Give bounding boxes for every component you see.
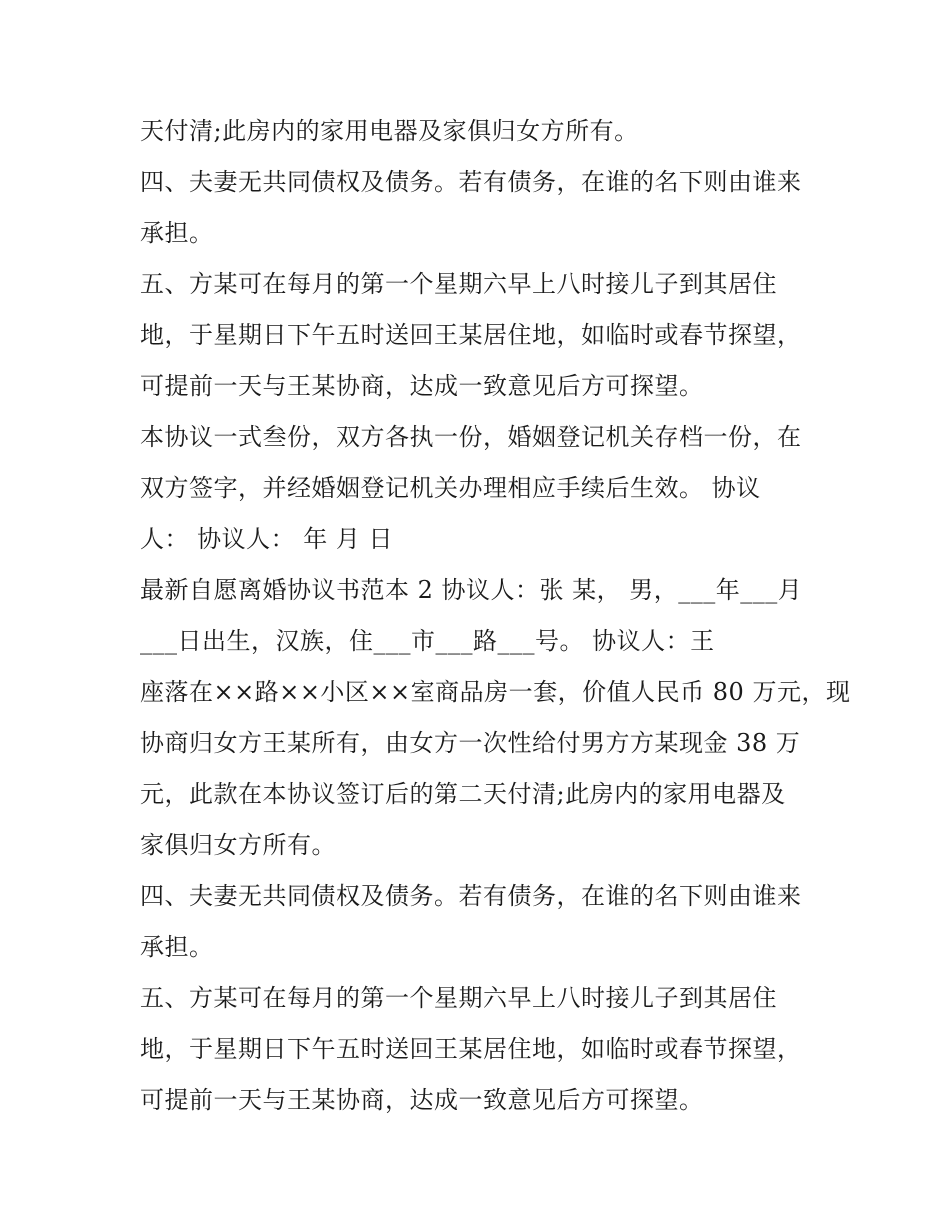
text-line: 人： 协议人： 年 月 日 [140, 525, 394, 553]
text-line: 最新自愿离婚协议书范本 2 协议人：张 某， 男，___年___月 [140, 576, 803, 604]
text-line: 本协议一式叁份，双方各执一份，婚姻登记机关存档一份，在 [140, 423, 802, 451]
text-line: 家俱归女方所有。 [140, 831, 336, 859]
text-line: 五、方某可在每月的第一个星期六早上八时接儿子到其居住 [140, 984, 777, 1012]
text-line: 协商归女方王某所有，由女方一次性给付男方方某现金 38 万 [140, 729, 801, 757]
text-line: 地，于星期日下午五时送回王某居住地，如临时或春节探望， [140, 1035, 802, 1063]
text-line: 四、夫妻无共同债权及债务。若有债务，在谁的名下则由谁来 [140, 882, 802, 910]
text-line: 可提前一天与王某协商，达成一致意见后方可探望。 [140, 1086, 704, 1114]
text-line: ___日出生，汉族，住___市___路___号。 协议人：王 [140, 627, 715, 655]
text-line: 承担。 [140, 933, 214, 961]
document-body [140, 106, 851, 1126]
text-line: 座落在××路××小区××室商品房一套，价值人民币 80 万元，现 [140, 678, 851, 706]
text-line: 地，于星期日下午五时送回王某居住地，如临时或春节探望， [140, 321, 802, 349]
text-line: 可提前一天与王某协商，达成一致意见后方可探望。 [140, 372, 704, 400]
text-line: 双方签字，并经婚姻登记机关办理相应手续后生效。 协议 [140, 474, 761, 502]
text-line: 四、夫妻无共同债权及债务。若有债务，在谁的名下则由谁来 [140, 168, 802, 196]
text-line: 元，此款在本协议签订后的第二天付清;此房内的家用电器及 [140, 780, 786, 808]
text-line: 五、方某可在每月的第一个星期六早上八时接儿子到其居住 [140, 270, 777, 298]
text-line: 天付清;此房内的家用电器及家俱归女方所有。 [140, 117, 639, 145]
text-line: 承担。 [140, 219, 214, 247]
